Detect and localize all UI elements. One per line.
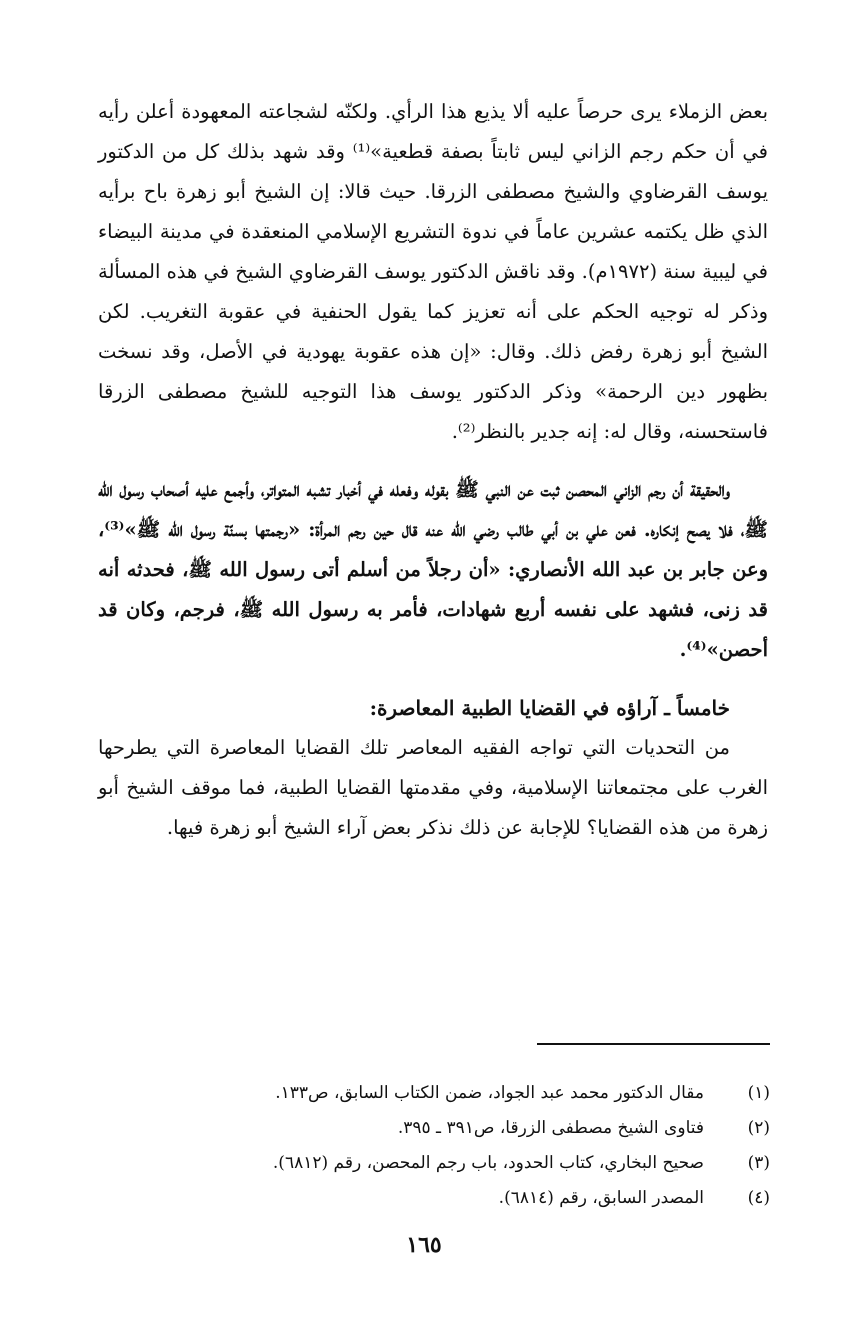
footnote-text: صحيح البخاري، كتاب الحدود، باب رجم المحصن، رقم (٦٨١٢). — [272, 1153, 704, 1173]
footnotes — [130, 1076, 770, 1216]
footnote-text: مقال الدكتور محمد عبد الجواد، ضمن الكتاب السابق، ص١٣٣. — [275, 1083, 704, 1103]
footnote-item — [130, 1146, 770, 1181]
paragraph-gap — [98, 670, 768, 688]
footnote-item — [130, 1111, 770, 1146]
footnote-number: (٣) — [747, 1153, 770, 1173]
footnote-item — [130, 1076, 770, 1111]
paragraph-2: والحقيقة أن رجم الزاني المحصن ثبت عن النبي ﷺ بقوله وفعله في أخبار تشبه المتواتر، وأجمع عليه أصحاب رسول الله ﷺ، فلا يصح إنكاره. فعن علي بن أبي طالب رضي الله عنه قال حين رجم المرأة: «رجمتها بسنّة رسول الله ﷺ»⁽³⁾، وعن جابر بن عبد الله الأنصاري: «أن رجلاً من أسلم أتى رسول الله ﷺ، فحدثه أنه قد زنى، فشهد على نفسه أربع شهادات، فأمر به رسول الله ﷺ، فرجم، وكان قد أحصن»⁽⁴⁾. — [98, 478, 768, 661]
footnote-text: المصدر السابق، رقم (٦٨١٤). — [498, 1188, 704, 1208]
paragraph-gap — [98, 452, 768, 470]
footnote-number: (١) — [747, 1083, 770, 1103]
footnote-divider — [537, 1043, 770, 1045]
paragraph-1: بعض الزملاء يرى حرصاً عليه ألا يذيع هذا الرأي. ولكنّه لشجاعته المعهودة أعلن رأيه في أن حكم رجم الزاني ليس ثابتاً بصفة قطعية»⁽¹⁾ وقد شهد بذلك كل من الدكتور يوسف القرضاوي والشيخ مصطفى الزرقا. حيث قالا: إن الشيخ أبو زهرة باح برأيه الذي ظل يكتمه عشرين عاماً في ندوة التشريع الإسلامي المنعقدة في مدينة البيضاء في ليبية سنة (١٩٧٢م). وقد ناقش الدكتور يوسف القرضاوي الشيخ في هذه المسألة وذكر له توجيه الحكم على أنه تعزيز كما يقول الحنفية في عقوبة التغريب. لكن الشيخ أبو زهرة رفض ذلك. وقال: «إن هذه عقوبة يهودية في الأصل، وقد نسخت بظهور دين الرحمة» وذكر الدكتور يوسف هذا التوجيه للشيخ مصطفى الزرقا فاستحسنه، وقال له: إنه جدير بالنظر⁽²⁾. — [98, 100, 768, 443]
footnote-number: (٤) — [747, 1188, 770, 1208]
paragraph-3: من التحديات التي تواجه الفقيه المعاصر تلك القضايا المعاصرة التي يطرحها الغرب على مجتمعاتنا الإسلامية، وفي مقدمتها القضايا الطبية، فما موقف الشيخ أبو زهرة من هذه القضايا؟ للإجابة عن ذلك نذكر بعض آراء الشيخ أبو زهرة فيها. — [98, 736, 768, 839]
footnote-item — [130, 1181, 770, 1216]
page-body — [98, 92, 768, 848]
page-number: ١٦٥ — [406, 1232, 442, 1258]
footnote-number: (٢) — [747, 1118, 770, 1138]
footnote-text: فتاوى الشيخ مصطفى الزرقا، ص٣٩١ ـ ٣٩٥. — [397, 1118, 704, 1138]
section-heading: خامساً ـ آراؤه في القضايا الطبية المعاصرة: — [369, 696, 730, 720]
